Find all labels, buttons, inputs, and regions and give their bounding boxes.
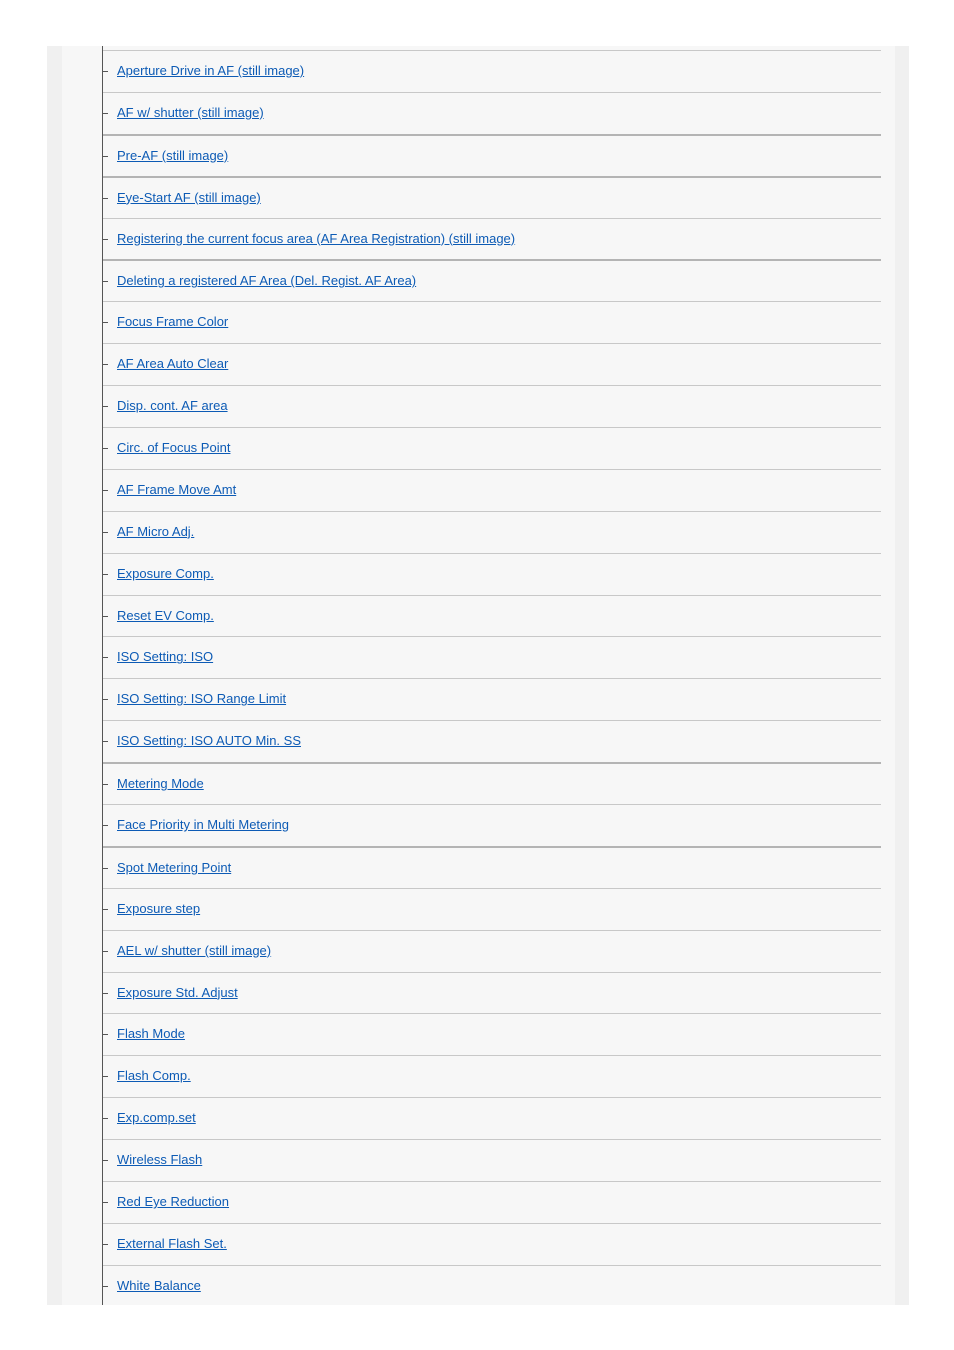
list-item <box>103 427 881 469</box>
topic-link[interactable]: Wireless Flash <box>117 1152 203 1168</box>
list-item <box>103 1223 881 1265</box>
topic-link[interactable]: Reset EV Comp. <box>117 607 214 623</box>
list-item <box>103 595 881 637</box>
list-item <box>103 1265 881 1307</box>
topic-link[interactable]: AF Micro Adj. <box>117 523 195 539</box>
tree-branch-tick <box>103 113 108 114</box>
tree-branch-tick <box>103 364 108 365</box>
list-item <box>103 176 881 218</box>
topic-link[interactable]: Deleting a registered AF Area (Del. Regist. AF Area) <box>117 273 417 289</box>
list-item <box>103 553 881 595</box>
topic-link[interactable]: Exposure Std. Adjust <box>117 984 238 1000</box>
topic-link-list <box>103 50 881 1307</box>
tree-branch-tick <box>103 868 108 869</box>
tree-branch-tick <box>103 657 108 658</box>
list-item <box>103 846 881 888</box>
tree-branch-tick <box>103 1034 108 1035</box>
tree-branch-tick <box>103 322 108 323</box>
tree-branch-tick <box>103 1160 108 1161</box>
topic-link[interactable]: AEL w/ shutter (still image) <box>117 942 272 958</box>
list-item <box>103 50 881 92</box>
tree-branch-tick <box>103 406 108 407</box>
tree-branch-tick <box>103 993 108 994</box>
tree-branch-tick <box>103 574 108 575</box>
tree-branch-tick <box>103 699 108 700</box>
list-item <box>103 678 881 720</box>
tree-branch-tick <box>103 951 108 952</box>
list-item <box>103 1181 881 1223</box>
topic-link[interactable]: Face Priority in Multi Metering <box>117 817 289 833</box>
tree-branch-tick <box>103 71 108 72</box>
tree-branch-tick <box>103 741 108 742</box>
list-item <box>103 636 881 678</box>
topic-link[interactable]: Eye-Start AF (still image) <box>117 189 261 205</box>
topic-link[interactable]: Exp.comp.set <box>117 1110 196 1126</box>
list-item <box>103 218 881 260</box>
list-item <box>103 343 881 385</box>
tree-branch-tick <box>103 490 108 491</box>
tree-branch-tick <box>103 156 108 157</box>
list-item <box>103 301 881 343</box>
topic-link[interactable]: ISO Setting: ISO <box>117 649 214 665</box>
list-item <box>103 1097 881 1139</box>
tree-branch-tick <box>103 239 108 240</box>
topic-link[interactable]: Pre-AF (still image) <box>117 147 229 163</box>
topic-link[interactable]: AF w/ shutter (still image) <box>117 104 264 120</box>
list-item <box>103 134 881 176</box>
topic-link[interactable]: Metering Mode <box>117 776 204 792</box>
topic-link[interactable]: ISO Setting: ISO AUTO Min. SS <box>117 733 301 749</box>
list-item <box>103 1055 881 1097</box>
topic-link[interactable]: Flash Mode <box>117 1026 185 1042</box>
tree-branch-tick <box>103 1202 108 1203</box>
topic-link[interactable]: Spot Metering Point <box>117 859 232 875</box>
topic-link[interactable]: Circ. of Focus Point <box>117 440 231 456</box>
list-item <box>103 720 881 762</box>
list-item <box>103 511 881 553</box>
tree-branch-tick <box>103 1118 108 1119</box>
list-item <box>103 92 881 134</box>
tree-branch-tick <box>103 616 108 617</box>
tree-branch-tick <box>103 909 108 910</box>
tree-branch-tick <box>103 532 108 533</box>
list-item <box>103 385 881 427</box>
topic-link[interactable]: White Balance <box>117 1277 201 1293</box>
topic-link[interactable]: Aperture Drive in AF (still image) <box>117 63 305 78</box>
tree-branch-tick <box>103 1076 108 1077</box>
topic-link[interactable]: AF Area Auto Clear <box>117 356 229 372</box>
topic-link[interactable]: Exposure Comp. <box>117 565 214 581</box>
list-item <box>103 888 881 930</box>
tree-branch-tick <box>103 1286 108 1287</box>
topic-link[interactable]: External Flash Set. <box>117 1235 227 1251</box>
topic-link[interactable]: Registering the current focus area (AF Area Registration) (still image) <box>117 230 516 246</box>
list-item <box>103 930 881 972</box>
tree-branch-tick <box>103 448 108 449</box>
topic-link[interactable]: Focus Frame Color <box>117 314 229 330</box>
topic-link[interactable]: AF Frame Move Amt <box>117 481 237 497</box>
topic-link[interactable]: Flash Comp. <box>117 1068 191 1084</box>
tree-branch-tick <box>103 825 108 826</box>
list-item <box>103 1139 881 1181</box>
tree-branch-tick <box>103 1244 108 1245</box>
tree-branch-tick <box>103 784 108 785</box>
topic-link[interactable]: Red Eye Reduction <box>117 1194 230 1210</box>
topic-link[interactable]: Disp. cont. AF area <box>117 398 228 414</box>
topic-link[interactable]: ISO Setting: ISO Range Limit <box>117 691 287 707</box>
tree-branch-tick <box>103 198 108 199</box>
list-item <box>103 804 881 846</box>
tree-branch-tick <box>103 281 108 282</box>
list-item <box>103 469 881 511</box>
list-item <box>103 762 881 804</box>
list-item <box>103 259 881 301</box>
topic-link[interactable]: Exposure step <box>117 900 201 916</box>
list-item <box>103 1013 881 1055</box>
list-item <box>103 972 881 1014</box>
